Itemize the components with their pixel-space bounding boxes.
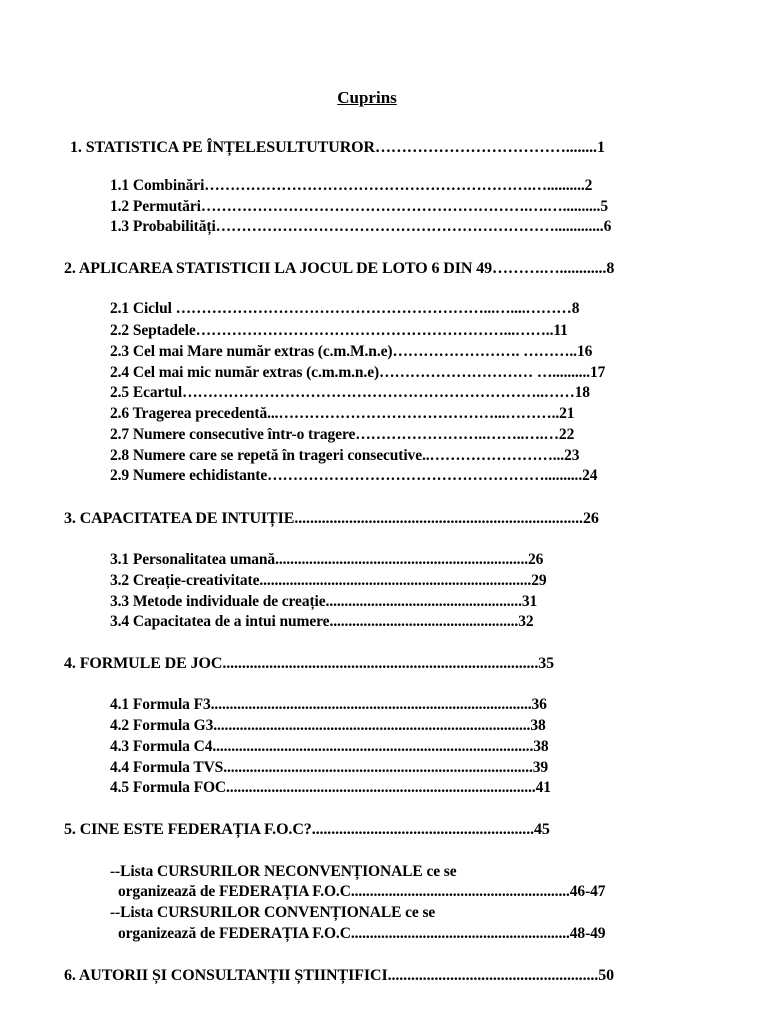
toc-entry-page-number: 1 <box>596 139 605 156</box>
toc-entry-title: 2. APLICAREA STATISTICII LA JOCUL DE LOTO 6 DIN 49 <box>64 260 493 277</box>
toc-entry-leader: .................................................. <box>329 613 519 630</box>
toc-subsection-entry <box>110 758 700 778</box>
toc-subsection-entry <box>110 383 706 403</box>
toc-entry-leader: .................................................................................. <box>223 759 533 776</box>
toc-entry-page-number: 35 <box>538 655 555 672</box>
toc-entry-title: 3.2 Creație-creativitate <box>110 572 260 589</box>
toc-subsection-entry <box>110 612 700 632</box>
toc-entry-title: 3.3 Metode individuale de creație <box>110 593 326 610</box>
toc-subsection-entry <box>110 695 700 715</box>
toc-entry-title: 4.2 Formula G3 <box>110 717 214 734</box>
toc-entry-leader: ..................................................................................... <box>212 738 534 755</box>
toc-entry-leader: .......................................................... <box>350 925 570 942</box>
toc-subsection-entry <box>110 571 700 591</box>
toc-subsection-entry <box>110 903 530 923</box>
toc-entry-title: 3.4 Capacitatea de a intui numere <box>110 613 330 630</box>
toc-subsection-entry <box>110 404 700 424</box>
toc-entry-page-number: 41 <box>535 779 551 796</box>
toc-entry-page-number: 18 <box>574 384 590 401</box>
toc-subsection-entry <box>118 924 706 944</box>
toc-subsection-entry <box>110 592 700 612</box>
toc-entry-leader: ……………………………………………….......... <box>267 467 583 484</box>
toc-subsection-entry <box>110 716 706 736</box>
toc-entry-title: --Lista CURSURILOR NECONVENȚIONALE ce se <box>110 863 457 880</box>
toc-subsection-entry <box>110 550 710 570</box>
toc-entry-leader: ………………………… ….......... <box>379 364 590 381</box>
toc-entry-leader: ……………………………………………………….….......... <box>204 177 585 194</box>
toc-entry-leader: ........................................................................ <box>259 572 532 589</box>
toc-entry-page-number: 46-47 <box>569 883 606 900</box>
toc-entry-title: 1.3 Probabilități <box>110 218 216 235</box>
toc-subsection-entry <box>110 342 706 362</box>
toc-subsection-entry <box>110 217 700 237</box>
toc-entry-leader: ………………………………........ <box>374 139 597 156</box>
toc-entry-leader: ……………………………………………………...…….. <box>195 322 554 339</box>
toc-entry-leader: ..................................................................................... <box>210 696 532 713</box>
toc-entry-leader: .......................................................... <box>350 883 570 900</box>
toc-entry-page-number: 45 <box>534 821 550 838</box>
toc-entry-page-number: 2 <box>584 177 593 194</box>
toc-entry-page-number: 6 <box>603 218 612 235</box>
toc-entry-title: 3.1 Personalitatea umană <box>110 551 276 568</box>
toc-section-entry <box>70 138 702 158</box>
toc-entry-title: 2.3 Cel mai Mare număr extras (c.m.M.n.e) <box>110 343 393 360</box>
toc-entry-page-number: 32 <box>518 613 534 630</box>
toc-entry-title: 5. CINE ESTE FEDERAȚIA F.O.C? <box>64 821 312 838</box>
toc-entry-title: 4. FORMULE DE JOC <box>64 655 223 672</box>
toc-entry-leader: .......................................................................... <box>294 510 583 527</box>
toc-entry-title: 3. CAPACITATEA DE INTUIȚIE <box>64 510 295 527</box>
toc-entry-page-number: 36 <box>531 696 547 713</box>
toc-entry-page-number: 16 <box>576 343 593 360</box>
toc-entry-page-number: 8 <box>606 260 615 277</box>
toc-entry-title: --Lista CURSURILOR CONVENȚIONALE ce se <box>110 904 436 921</box>
toc-entry-title: 2.6 Tragerea precedentă <box>110 405 268 422</box>
toc-subsection-entry <box>110 425 706 445</box>
toc-entry-leader: .................................................... <box>325 593 522 610</box>
toc-entry-leader: …………………………………………………………............. <box>215 218 604 235</box>
toc-entry-title: 2.8 Numere care se repetă în trageri consecutive <box>110 447 422 464</box>
toc-entry-title: 1.1 Combinări <box>110 177 205 194</box>
toc-entry-leader: ……….…............ <box>492 260 607 277</box>
toc-subsection-entry <box>118 882 706 902</box>
toc-entry-leader: ……………………. ……….. <box>392 343 577 360</box>
toc-entry-leader: ……………………………………………………….….….......... <box>200 198 601 215</box>
toc-entry-leader: ……………………………………………………………..…… <box>182 384 575 401</box>
toc-entry-page-number: 29 <box>531 572 547 589</box>
toc-entry-leader: ................................................................... <box>275 551 529 568</box>
toc-entry-leader: ……………………..……..….… <box>355 426 559 443</box>
toc-entry-title: 1. STATISTICA PE ÎNȚELESULTUTUROR <box>70 139 375 156</box>
toc-entry-page-number: 26 <box>528 551 544 568</box>
toc-entry-leader: ...................................................... <box>387 967 599 984</box>
toc-entry-page-number: 8 <box>571 300 580 317</box>
toc-subsection-entry <box>110 778 700 798</box>
toc-section-entry <box>64 966 706 986</box>
toc-entry-leader: ......................................................... <box>311 821 534 838</box>
toc-entry-title: 6. AUTORII ȘI CONSULTANȚII ȘTIINȚIFICI <box>64 967 388 984</box>
toc-entry-title: 2.2 Septadele <box>110 322 196 339</box>
toc-entry-title: 2.7 Numere consecutive într-o tragere <box>110 426 356 443</box>
toc-subsection-entry <box>110 466 700 486</box>
toc-subsection-entry <box>110 321 700 341</box>
toc-subsection-entry <box>110 299 710 319</box>
toc-entry-title: 2.1 Ciclul <box>110 300 172 317</box>
toc-entry-leader: .................................................................................. <box>226 779 536 796</box>
toc-subsection-entry <box>110 446 706 466</box>
toc-entry-title: 4.3 Formula C4 <box>110 738 213 755</box>
toc-entry-title: 1.2 Permutări <box>110 198 201 215</box>
toc-entry-page-number: 50 <box>598 967 614 984</box>
toc-entry-page-number: 24 <box>582 467 598 484</box>
toc-entry-title: organizează de FEDERAȚIA F.O.C <box>118 925 351 942</box>
toc-entry-leader: ................................................................................. <box>222 655 539 672</box>
toc-entry-leader: ..……………………... <box>422 447 565 464</box>
toc-entry-page-number: 11 <box>553 322 568 339</box>
toc-entry-leader: .................................................................................... <box>213 717 531 734</box>
toc-entry-page-number: 48-49 <box>569 925 606 942</box>
toc-subsection-entry <box>110 363 700 383</box>
toc-entry-page-number: 23 <box>564 447 580 464</box>
toc-section-entry <box>64 654 706 674</box>
toc-entry-leader: ...……………………………………...……….. <box>267 405 560 422</box>
toc-section-entry <box>64 259 700 279</box>
toc-entry-title: 4.4 Formula TVS <box>110 759 224 776</box>
toc-entry-page-number: 31 <box>521 593 538 610</box>
toc-entry-title: 2.5 Ecartul <box>110 384 183 401</box>
toc-title: Cuprins <box>337 88 397 107</box>
toc-entry-title: 4.1 Formula F3 <box>110 696 211 713</box>
toc-entry-page-number: 17 <box>590 364 606 381</box>
toc-entry-page-number: 5 <box>600 198 608 215</box>
toc-entry-page-number: 38 <box>533 738 549 755</box>
toc-section-entry <box>64 509 700 529</box>
toc-entry-title: 4.5 Formula FOC <box>110 779 227 796</box>
toc-section-entry <box>64 820 706 840</box>
toc-entry-title: 2.4 Cel mai mic număr extras (c.m.m.n.e) <box>110 364 380 381</box>
toc-entry-title: organizează de FEDERAȚIA F.O.C <box>118 883 351 900</box>
toc-entry-page-number: 39 <box>532 759 549 776</box>
toc-entry-page-number: 21 <box>559 405 575 422</box>
toc-entry-page-number: 22 <box>558 426 575 443</box>
toc-entry-title: 2.9 Numere echidistante <box>110 467 268 484</box>
toc-subsection-entry <box>110 197 700 217</box>
toc-entry-page-number: 38 <box>530 717 546 734</box>
toc-entry-page-number: 26 <box>582 510 599 527</box>
toc-subsection-entry <box>110 862 530 882</box>
toc-entry-leader: ……………………………………………………...…....……… <box>171 300 572 317</box>
toc-subsection-entry <box>110 737 706 757</box>
toc-subsection-entry <box>110 176 700 196</box>
